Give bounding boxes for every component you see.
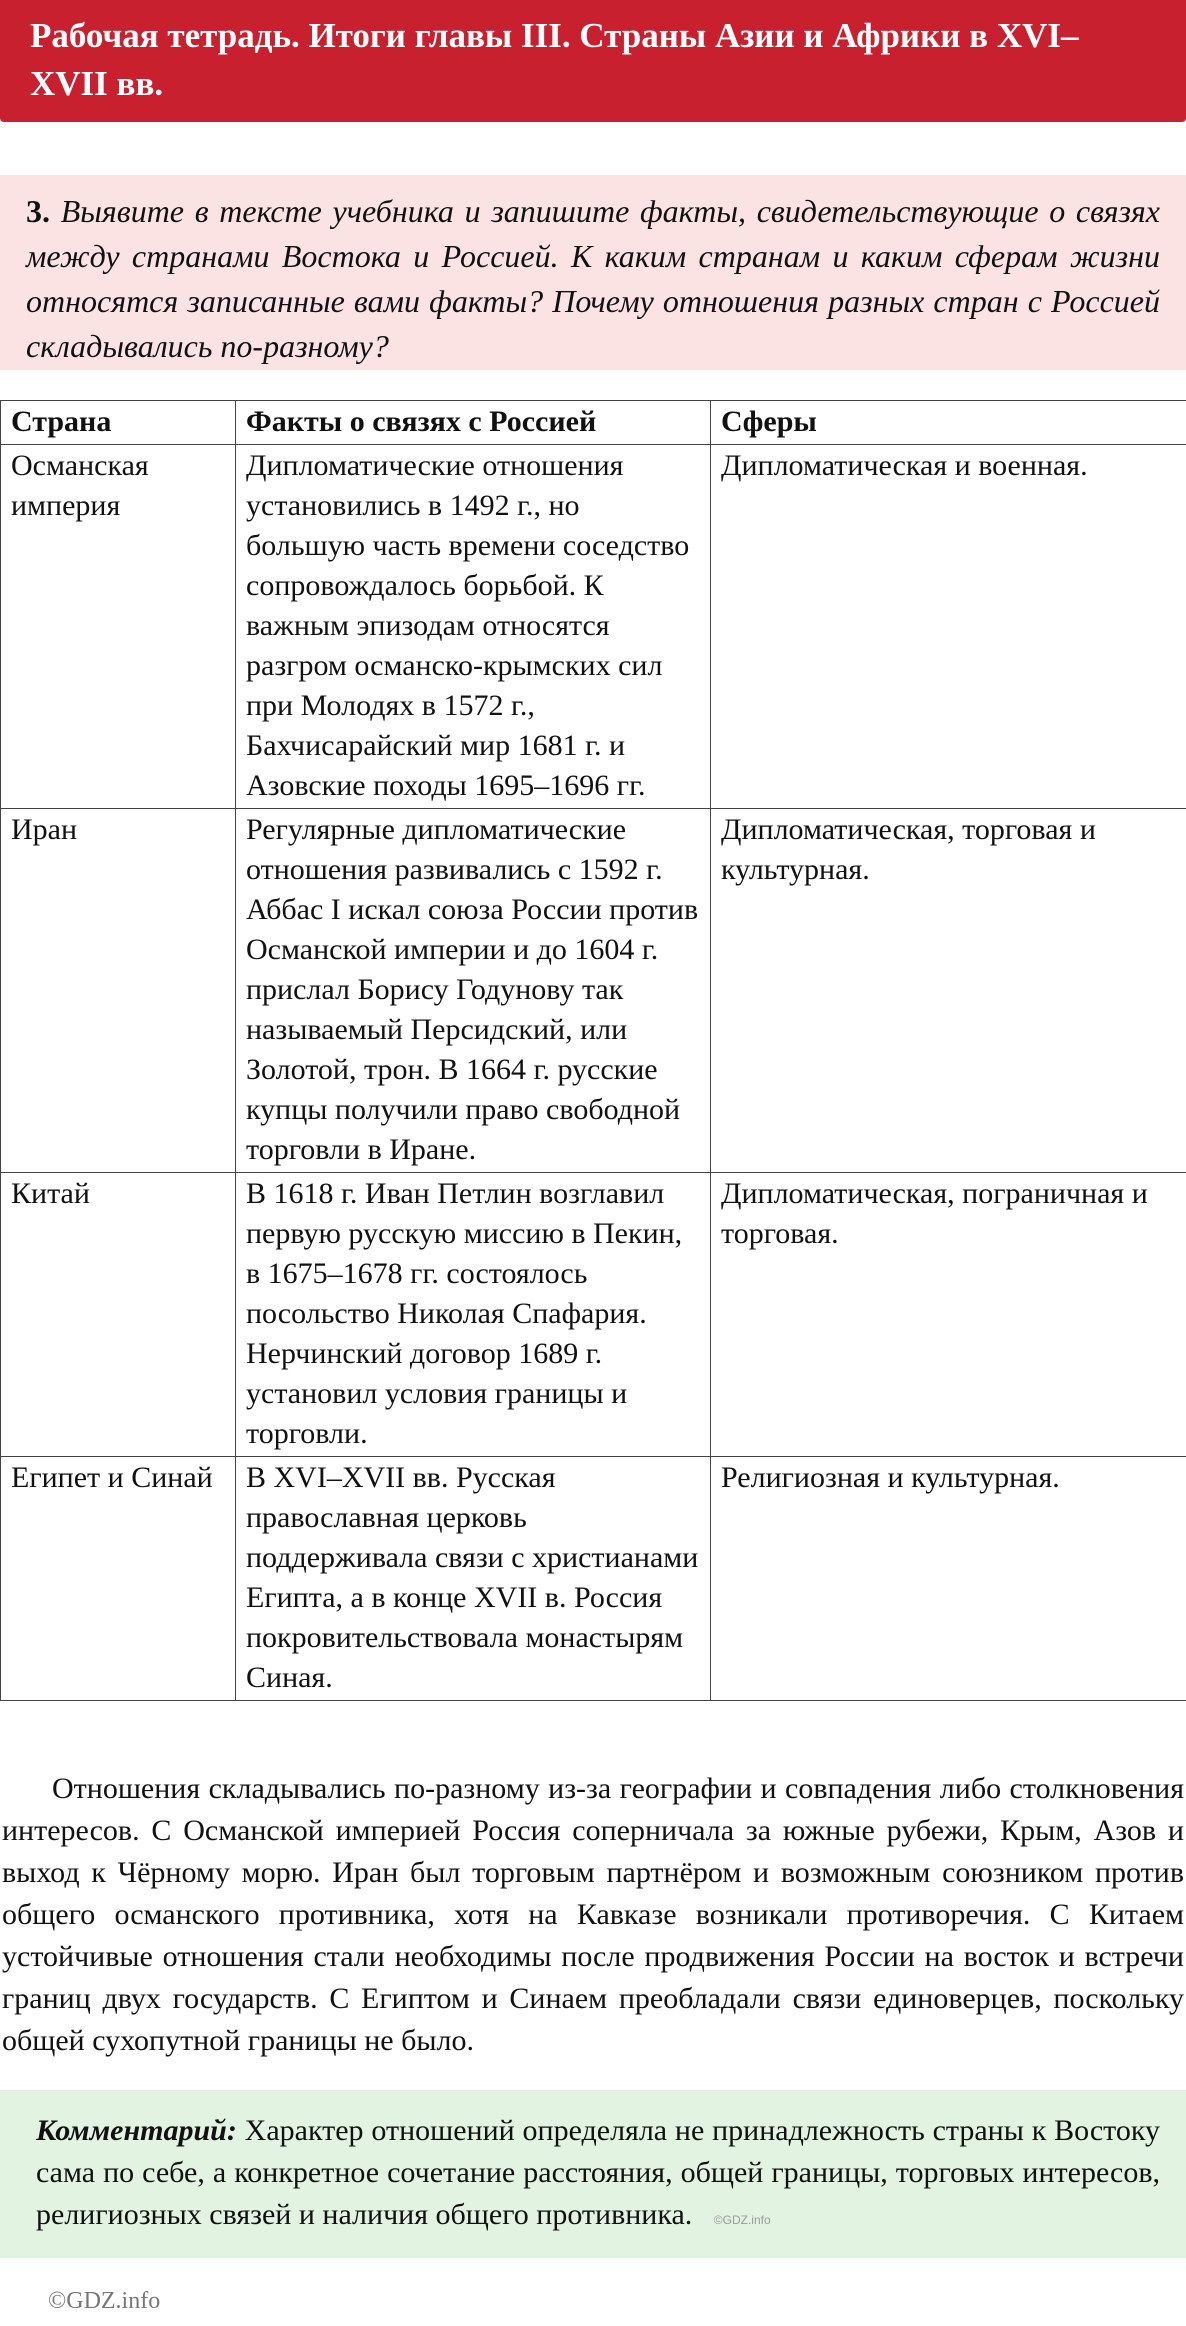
table-row: [1, 445, 1186, 809]
comment-mark: ©GDZ.info: [713, 2213, 771, 2227]
table-header-row: [1, 401, 1186, 445]
cell-spheres: Религиозная и культурная.: [711, 1457, 1186, 1701]
header-country: Страна: [1, 401, 236, 445]
cell-spheres: Дипломатическая, пограничная и торговая.: [711, 1173, 1186, 1457]
cell-facts: Регулярные дипломатические отношения развивались с 1592 г. Аббас I искал союза России против Османской империи и до 1604 г. прислал Борису Годунову так называемый Персидский, или Золотой, трон. В 1664 г. русские купцы получили право свободной торговли в Иране.: [236, 809, 711, 1173]
header-spheres: Сферы: [711, 401, 1186, 445]
table-row: [1, 1173, 1186, 1457]
comment-text: Характер отношений определяла не принадлежность страны к Востоку сама по себе, а конкретное сочетание расстояния, общей границы, торговых интересов, религиозных связей и наличия общего противника.: [36, 2114, 1161, 2231]
cell-country: Египет и Синай: [1, 1457, 236, 1701]
page-title: Рабочая тетрадь. Итоги главы III. Страны Азии и Африки в XVI–XVII вв.: [30, 16, 1079, 103]
cell-spheres: Дипломатическая и военная.: [711, 445, 1186, 809]
cell-country: Иран: [1, 809, 236, 1173]
cell-country: Османская империя: [1, 445, 236, 809]
comment-block: [0, 2090, 1186, 2258]
table-row: [1, 1457, 1186, 1701]
task-number: 3.: [26, 193, 50, 229]
cell-facts: В XVI–XVII вв. Русская православная церковь поддерживала связи с христианами Египта, а в конце XVII в. Россия покровительствовала монастырям Синая.: [236, 1457, 711, 1701]
page-header: [0, 0, 1186, 122]
comment-label: Комментарий:: [36, 2114, 237, 2147]
table-row: [1, 809, 1186, 1173]
task-text: Выявите в тексте учебника и запишите факты, свидетельствующие о связях между странами Востока и Россией. К каким странам и каким сферам жизни относятся записанные вами факты? Почему отношения разных стран с Россией складывались по-разному?: [26, 193, 1161, 364]
cell-spheres: Дипломатическая, торговая и культурная.: [711, 809, 1186, 1173]
cell-country: Китай: [1, 1173, 236, 1457]
task-block: [0, 175, 1186, 370]
answer-paragraph: Отношения складывались по-разному из-за географии и совпадения либо столкновения интересов. С Османской империей Россия соперничала за южные рубежи, Крым, Азов и выход к Чёрному морю. Иран был торговым партнёром и возможным союзником против общего османского противника, хотя на Кавказе возникали противоречия. С Китаем устойчивые отношения стали необходимы после продвижения России на восток и встречи границ двух государств. С Египтом и Синаем преобладали связи единоверцев, поскольку общей сухопутной границы не было.: [2, 1772, 1184, 2057]
cell-facts: В 1618 г. Иван Петлин возглавил первую русскую миссию в Пекин, в 1675–1678 гг. состоялось посольство Николая Спафария. Нерчинский договор 1689 г. установил условия границы и торговли.: [236, 1173, 711, 1457]
footer-copyright: ©GDZ.info: [48, 2288, 161, 2314]
cell-facts: Дипломатические отношения установились в 1492 г., но большую часть времени соседство сопровождалось борьбой. К важным эпизодам относятся разгром османско-крымских сил при Молодях в 1572 г., Бахчисарайский мир 1681 г. и Азовские походы 1695–1696 гг.: [236, 445, 711, 809]
facts-table: [0, 400, 1186, 1701]
header-facts: Факты о связях с Россией: [236, 401, 711, 445]
